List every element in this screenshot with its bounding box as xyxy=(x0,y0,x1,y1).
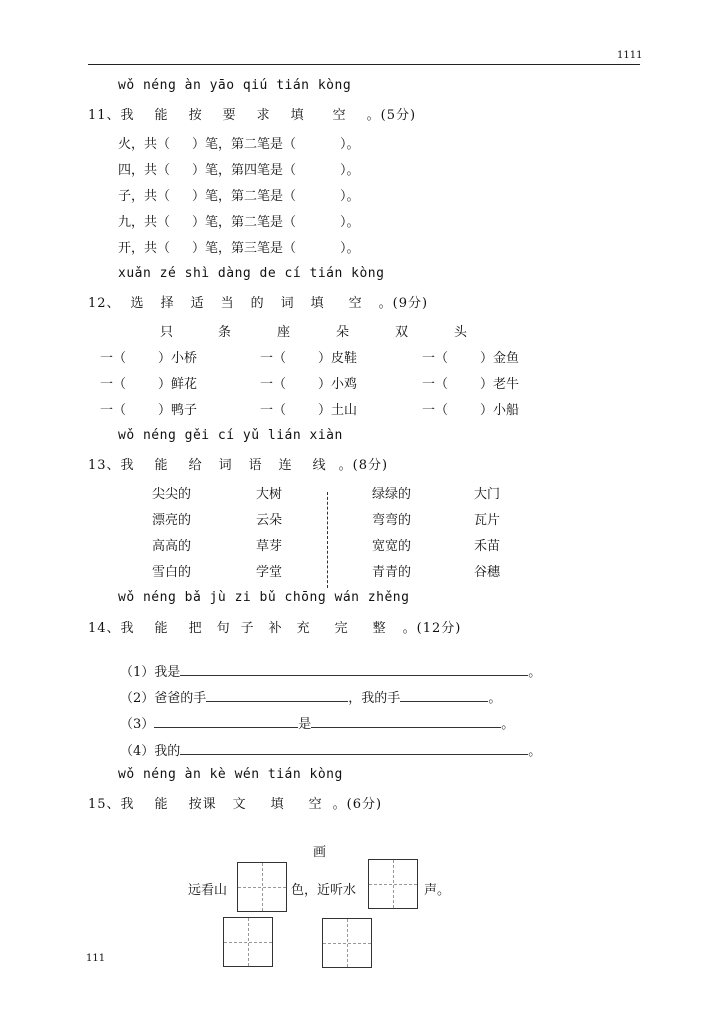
sentence-number: （2） xyxy=(120,691,155,706)
q12-title-part: 词 xyxy=(280,296,295,311)
q13-right-a: 弯弯的 xyxy=(372,513,412,528)
q15-title-part: 。(6分) xyxy=(332,797,383,812)
q11-title-part: 。(5分) xyxy=(366,108,417,123)
q12-cell: 一（ xyxy=(422,377,449,392)
q12-pinyin: xuǎn zé shì dàng de cí tián kòng xyxy=(118,266,385,281)
q11-title-part: 11、我 xyxy=(88,108,135,123)
q14-sentence-2 xyxy=(120,687,501,706)
q12-cell: 一（ xyxy=(422,351,449,366)
tianzige-box[interactable] xyxy=(322,918,372,968)
q15-line-part: 远看山 xyxy=(188,883,228,898)
q12-cell: ）皮鞋 xyxy=(318,351,358,366)
q12-cell: 一（ xyxy=(260,403,287,418)
q14-title-part: 完 xyxy=(334,621,349,636)
q12-cell: ）老牛 xyxy=(480,377,520,392)
q12-cell: ）金鱼 xyxy=(480,351,520,366)
answer-blank[interactable] xyxy=(206,689,348,702)
q14-title-part: 。(12分) xyxy=(402,621,462,636)
q13-title-part: 给 xyxy=(188,458,203,473)
sentence-text: 我是 xyxy=(154,665,181,680)
q12-title xyxy=(88,292,428,311)
q11-row-mid: ）笔，第二笔是（ xyxy=(192,215,297,230)
q13-left-a: 漂亮的 xyxy=(152,513,192,528)
q11-row-start: 子，共（ xyxy=(118,189,171,204)
q12-cell: ）土山 xyxy=(318,403,358,418)
page-number-top: 1111 xyxy=(617,50,643,61)
q12-cell: 一（ xyxy=(100,377,127,392)
q11-row-end: ）。 xyxy=(340,137,360,152)
q13-title-part: 词 xyxy=(218,458,233,473)
q12-cell: 一（ xyxy=(260,351,287,366)
q11-title-part: 要 xyxy=(222,108,237,123)
q12-title-part: 12、 xyxy=(88,296,121,311)
q13-title xyxy=(88,454,388,473)
q13-left-a: 雪白的 xyxy=(152,565,192,580)
q12-cell: 一（ xyxy=(422,403,449,418)
q11-row-end: ）。 xyxy=(340,215,360,230)
q13-pinyin: wǒ néng gěi cí yǔ lián xiàn xyxy=(118,428,343,443)
q11-row-mid: ）笔，第三笔是（ xyxy=(192,241,297,256)
q11-row-start: 四，共（ xyxy=(118,163,171,178)
sentence-text: 爸爸的手 xyxy=(154,691,207,706)
q11-row xyxy=(118,185,360,204)
sentence-number: （1） xyxy=(120,665,155,680)
sentence-end: 。 xyxy=(488,691,502,706)
sentence-end: 。 xyxy=(501,717,515,732)
q13-left-b: 学堂 xyxy=(256,565,283,580)
q15-title-part: 文 xyxy=(232,797,247,812)
q15-line-part: 色，近听水 xyxy=(291,883,357,898)
q13-right-b: 大门 xyxy=(474,487,501,502)
q12-option: 条 xyxy=(218,325,232,340)
q13-title-part: 。(8分) xyxy=(338,458,389,473)
page-number-bottom: 111 xyxy=(86,953,106,964)
q14-title-part: 14、我 xyxy=(88,621,135,636)
q13-title-part: 连 xyxy=(278,458,293,473)
q12-cell: ）鲜花 xyxy=(158,377,198,392)
q11-pinyin: wǒ néng àn yāo qiú tián kòng xyxy=(118,78,352,93)
q11-row xyxy=(118,133,360,152)
q12-option: 双 xyxy=(395,325,409,340)
q14-sentence-4 xyxy=(120,740,541,759)
q13-divider xyxy=(327,492,328,588)
q11-title-part: 能 xyxy=(154,108,169,123)
sentence-text: ，我的手 xyxy=(348,691,401,706)
q12-cell: ）小船 xyxy=(480,403,520,418)
q15-poem-title: 画 xyxy=(313,845,327,860)
sentence-end: 。 xyxy=(528,744,542,759)
q14-title-part: 整 xyxy=(372,621,387,636)
q13-left-a: 尖尖的 xyxy=(152,487,192,502)
q13-left-b: 大树 xyxy=(256,487,283,502)
answer-blank[interactable] xyxy=(180,663,528,676)
header-rule xyxy=(88,64,640,65)
q13-title-part: 13、我 xyxy=(88,458,135,473)
q12-option: 只 xyxy=(160,325,174,340)
q14-title-part: 子 xyxy=(240,621,255,636)
q15-title-part: 空 xyxy=(308,797,323,812)
q13-right-b: 禾苗 xyxy=(474,539,501,554)
q12-cell: 一（ xyxy=(260,377,287,392)
q11-row-start: 火，共（ xyxy=(118,137,171,152)
q11-title-part: 空 xyxy=(332,108,347,123)
q14-title-part: 补 xyxy=(268,621,283,636)
q12-cell: 一（ xyxy=(100,403,127,418)
q11-row-mid: ）笔，第四笔是（ xyxy=(192,163,297,178)
sentence-number: （4） xyxy=(120,744,155,759)
q12-title-part: 选 xyxy=(130,296,145,311)
q11-row-end: ）。 xyxy=(340,163,360,178)
q13-title-part: 线 xyxy=(312,458,327,473)
q12-title-part: 的 xyxy=(250,296,265,311)
q13-right-a: 宽宽的 xyxy=(372,539,412,554)
q13-right-a: 青青的 xyxy=(372,565,412,580)
tianzige-box[interactable] xyxy=(223,917,273,967)
q12-option: 座 xyxy=(277,325,291,340)
q11-row xyxy=(118,159,360,178)
q11-row-end: ）。 xyxy=(340,189,360,204)
q13-right-b: 瓦片 xyxy=(474,513,501,528)
answer-blank[interactable] xyxy=(154,715,298,728)
q11-title-part: 填 xyxy=(290,108,305,123)
q14-title-part: 把 xyxy=(188,621,203,636)
tianzige-box[interactable] xyxy=(237,862,287,912)
q12-title-part: 当 xyxy=(220,296,235,311)
q12-title-part: 填 xyxy=(310,296,325,311)
q13-title-part: 能 xyxy=(154,458,169,473)
q14-title-part: 能 xyxy=(154,621,169,636)
q11-row xyxy=(118,211,360,230)
q14-title-part: 充 xyxy=(296,621,311,636)
q14-title xyxy=(88,617,461,636)
answer-blank[interactable] xyxy=(400,689,488,702)
q12-cell: ）小桥 xyxy=(158,351,198,366)
q11-title-part: 按 xyxy=(188,108,203,123)
q12-title-part: 适 xyxy=(190,296,205,311)
q12-title-part: 择 xyxy=(160,296,175,311)
q11-title xyxy=(88,104,416,123)
q13-left-a: 高高的 xyxy=(152,539,192,554)
q14-pinyin: wǒ néng bǎ jù zi bǔ chōng wán zhěng xyxy=(118,590,410,605)
sentence-end: 。 xyxy=(528,665,542,680)
tianzige-box[interactable] xyxy=(368,859,418,909)
q11-row-start: 九，共（ xyxy=(118,215,171,230)
q15-title-part: 按课 xyxy=(188,797,217,812)
q13-left-b: 草芽 xyxy=(256,539,283,554)
q13-left-b: 云朵 xyxy=(256,513,283,528)
q14-title-part: 句 xyxy=(216,621,231,636)
q11-title-part: 求 xyxy=(256,108,271,123)
q12-cell: 一（ xyxy=(100,351,127,366)
q13-right-b: 谷穗 xyxy=(474,565,501,580)
q12-title-part: 空 xyxy=(348,296,363,311)
q15-title-part: 15、我 xyxy=(88,797,135,812)
answer-blank[interactable] xyxy=(311,715,501,728)
q13-title-part: 语 xyxy=(248,458,263,473)
q14-sentence-1 xyxy=(120,661,541,680)
q13-right-a: 绿绿的 xyxy=(372,487,412,502)
sentence-text: 是 xyxy=(298,717,312,732)
q12-cell: ）鸭子 xyxy=(158,403,198,418)
q15-line-part: 声。 xyxy=(424,883,451,898)
q15-title-part: 填 xyxy=(270,797,285,812)
q15-title-part: 能 xyxy=(154,797,169,812)
sentence-number: （3） xyxy=(120,717,155,732)
q15-pinyin: wǒ néng àn kè wén tián kòng xyxy=(118,767,343,782)
answer-blank[interactable] xyxy=(180,742,528,755)
sentence-text: 我的 xyxy=(154,744,181,759)
q12-option: 头 xyxy=(454,325,468,340)
q11-row-mid: ）笔，第二笔是（ xyxy=(192,137,297,152)
q12-option: 朵 xyxy=(336,325,350,340)
q14-sentence-3 xyxy=(120,713,514,732)
q11-row-start: 开，共（ xyxy=(118,241,171,256)
q11-row-end: ）。 xyxy=(340,241,360,256)
q12-cell: ）小鸡 xyxy=(318,377,358,392)
q11-row xyxy=(118,237,360,256)
q15-title xyxy=(88,793,382,812)
q12-title-part: 。(9分) xyxy=(378,296,429,311)
q11-row-mid: ）笔，第二笔是（ xyxy=(192,189,297,204)
